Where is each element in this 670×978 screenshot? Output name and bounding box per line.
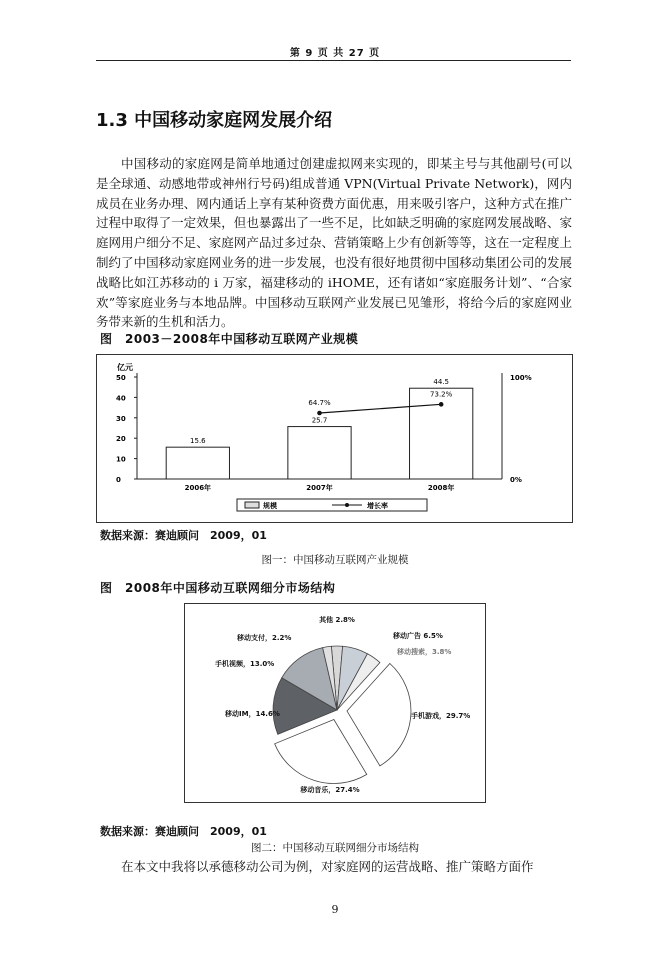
pie-label: 移动IM，14.6% — [225, 710, 280, 718]
y-tick-label: 10 — [116, 455, 126, 464]
growth-point — [317, 411, 322, 416]
legend-label-line: 增长率 — [367, 502, 388, 510]
legend-label-bar: 规模 — [263, 502, 277, 510]
legend-swatch-point — [345, 503, 349, 507]
y-tick-label: 20 — [116, 435, 126, 444]
y2-tick-label: 100% — [510, 374, 532, 382]
x-tick-label: 2008年 — [427, 484, 455, 492]
growth-label: 73.2% — [430, 390, 453, 399]
y-tick-label: 50 — [116, 374, 126, 382]
x-tick-label: 2007年 — [306, 484, 333, 492]
growth-point — [439, 402, 444, 407]
page-number: 9 — [331, 903, 339, 916]
closing-paragraph: 在本文中我将以承德移动公司为例，对家庭网的运营战略、推广策略方面作 — [121, 859, 534, 874]
pie-label: 移动音乐，27.4% — [300, 786, 360, 794]
figure1-source: 数据来源：赛迪顾问 2009，01 — [100, 529, 267, 542]
bar-value-label: 15.6 — [190, 437, 206, 446]
x-tick-label: 2006年 — [184, 484, 212, 492]
pie-label: 手机游戏，29.7% — [411, 712, 471, 720]
bar-3 — [410, 388, 473, 479]
bar-2 — [288, 427, 351, 479]
pie-label: 其他 2.8% — [319, 616, 355, 624]
bar-chart-frame — [96, 354, 573, 523]
legend-swatch-bar — [245, 502, 259, 508]
y-axis-label: 亿元 — [117, 363, 133, 372]
growth-label: 64.7% — [308, 399, 331, 408]
figure1-caption: 图一：中国移动互联网产业规模 — [261, 554, 409, 566]
header-rule — [96, 60, 571, 61]
bar-value-label: 25.7 — [311, 416, 328, 425]
bar-value-label: 44.5 — [433, 378, 449, 387]
pie-label: 移动搜索，3.8% — [397, 648, 452, 656]
pie-label: 手机视频，13.0% — [215, 660, 275, 668]
figure2-caption: 图二：中国移动互联网细分市场结构 — [251, 842, 419, 854]
pie-chart — [185, 604, 485, 802]
bar-1 — [166, 447, 229, 479]
intro-paragraph: 中国移动的家庭网是简单地通过创建虚拟网来实现的，即某主号与其他副号(可以是全球通、动感地带或神州行号码)组成普通 VPN(Virtual Private Network)，网内成员在业务办理、网内通话上享有某种资费方面优惠，用来吸引客户，这种方式在推广过程中取得了一定效果，但也暴露出了一些不足，比如缺乏明确的家庭网发展战略、家庭网用户细分不足、家庭网产品过多过杂、营销策略上少有创新等等，这在一定程度上制约了中国移动家庭网业务的进一步发展，也没有很好地贯彻中国移动集团公司的发展战略比如江苏移动的 i 万家，福建移动的 iHOME，还有诸如“家庭服务计划”、“合家欢”等家庭业务与本地品牌。中国移动互联网产业发展已见雏形，将给今后的家庭网业务带来新的生机和活力。 — [96, 156, 572, 330]
bar-chart — [97, 355, 572, 522]
figure2-title: 图 2008年中国移动互联网细分市场结构 — [100, 581, 336, 595]
page-header: 第 9 页 共 27 页 — [289, 48, 381, 59]
figure2-source: 数据来源：赛迪顾问 2009，01 — [100, 825, 267, 838]
section-title: 1.3 中国移动家庭网发展介绍 — [96, 110, 333, 131]
y-tick-label: 30 — [116, 414, 126, 423]
y2-tick-label: 0% — [510, 476, 522, 484]
pie-label: 移动广告 6.5% — [393, 632, 443, 640]
pie-label: 移动支付，2.2% — [237, 634, 292, 642]
pie-chart-frame — [184, 603, 486, 803]
y-tick-label: 0 — [116, 476, 121, 484]
y-tick-label: 40 — [116, 394, 126, 403]
figure1-title: 图 2003－2008年中国移动互联网产业规模 — [100, 332, 359, 346]
